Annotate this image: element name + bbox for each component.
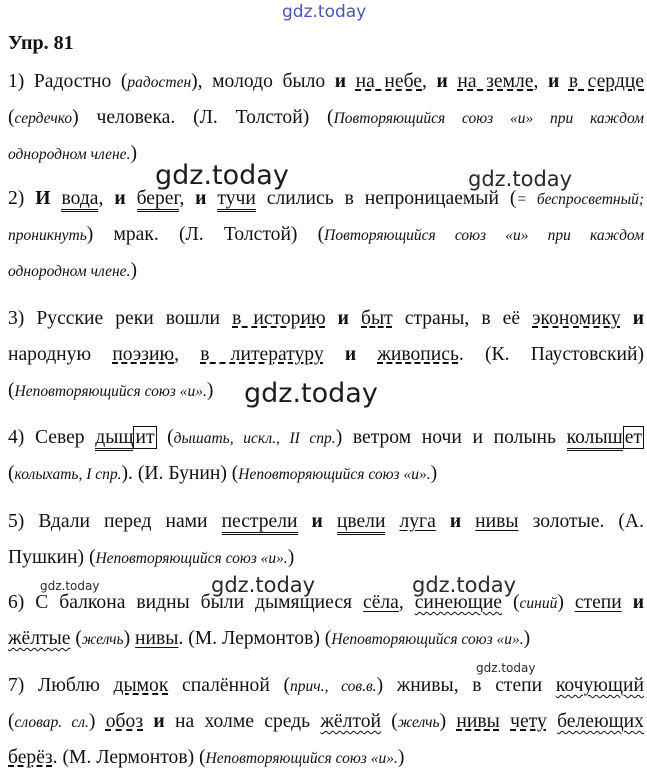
watermark: gdz.today bbox=[476, 661, 536, 675]
ending-box: ет bbox=[624, 427, 642, 448]
sentence-6: 6) С балкона видны были дымящиеся сёла, синеющие (синий) степи и жёлтые (желчь) нивы. (М. Лермонтов) (Неповторяющийся союз «и».) bbox=[8, 592, 644, 649]
sentence-7: 7) Люблю дымок спалённой (прич., сов.в.) жнивы, в степи кочующий (словар. сл.) обоз и на холме средь жёлтой (желчь) нивы чету белеющих берёз. (М. Лермонтов) (Неповторяющийся союз «и».) bbox=[8, 675, 644, 768]
watermark: gdz.today bbox=[155, 160, 289, 191]
watermark: gdz.today bbox=[244, 378, 378, 409]
sentence-3: 3) Русские реки вошли в историю и быт страны, в её экономику и народную поэзию, в литературу и живопись. (К. Паустовский) (Неповторяющийся союз «и».) bbox=[8, 308, 645, 401]
ending-box: ит bbox=[135, 427, 155, 448]
exercise-title: Упр. 81 bbox=[8, 32, 74, 54]
sentence-2: 2) И вода, и берег, и тучи слились в непроницаемый (= беспросветный; проникнуть) мрак. (Л. Толстой) (Повторяющийся союз «и» при каждом однородном члене.) bbox=[8, 188, 644, 281]
watermark: gdz.today bbox=[412, 573, 517, 597]
sentence-4: 4) Север дыщ ит (дышать, искл., II спр.) ветром ночи и полынь колыш ет (колыхать, I спр.). (И. Бунин) (Неповторяющийся союз «и».) bbox=[8, 427, 642, 484]
watermark: gdz.today bbox=[211, 573, 316, 597]
watermark: gdz.today bbox=[468, 167, 573, 191]
sentence-5: 5) Вдали перед нами пестрели и цвели луга и нивы золотые. (А. Пушкин) (Неповторяющийся союз «и».) bbox=[8, 511, 644, 568]
sentence-1: 1) Радостно (радостен), молодо было и на небе, и на земле, и в сердце (сердечко) человека. (Л. Толстой) (Повторяющийся союз «и» при каждом однородном члене.) bbox=[8, 71, 644, 164]
watermark: gdz.today bbox=[40, 579, 100, 593]
watermark-top: gdz.today bbox=[282, 2, 367, 22]
